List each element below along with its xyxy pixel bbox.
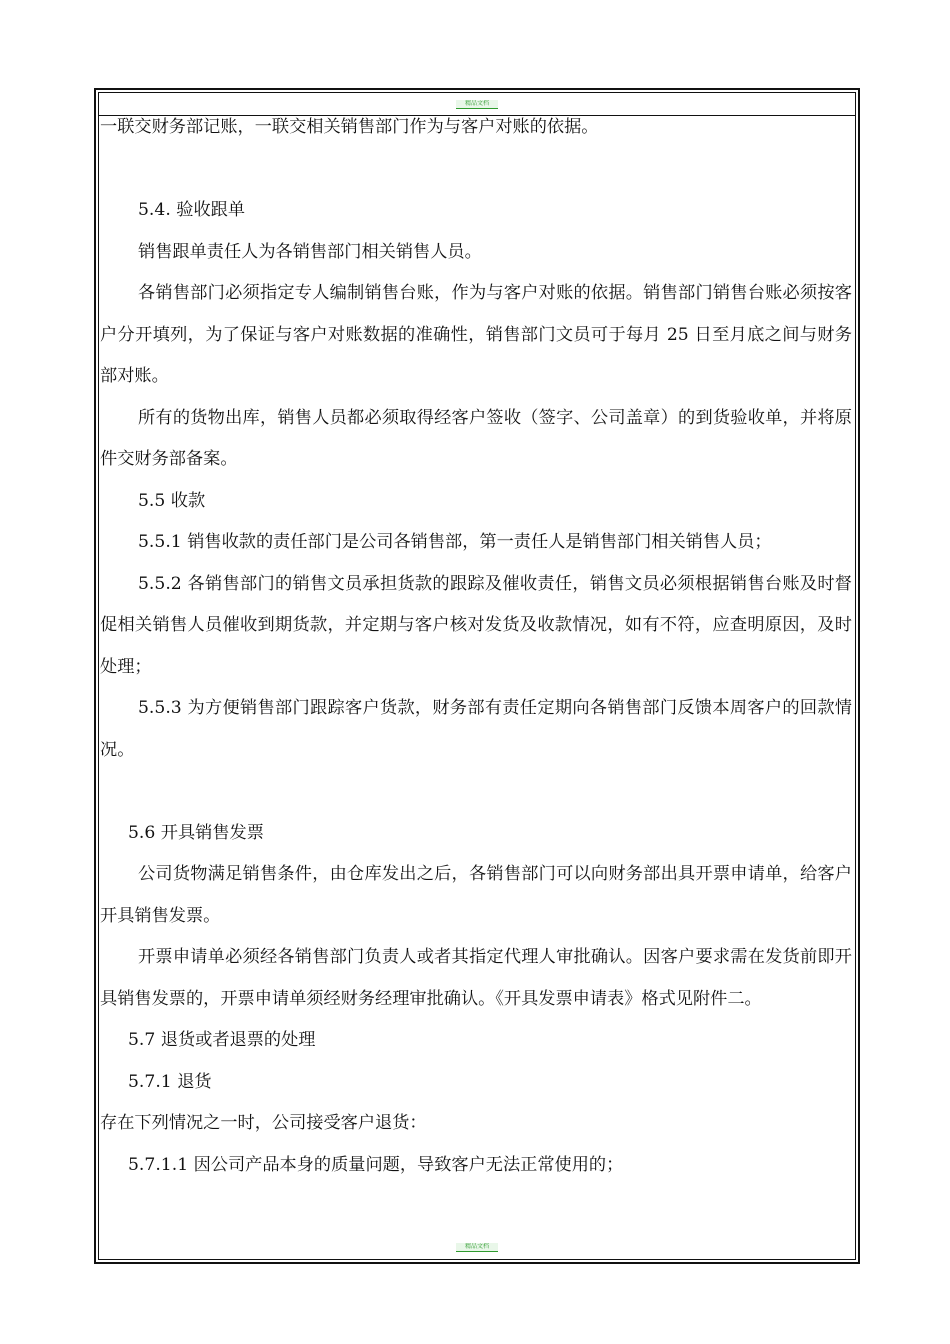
- paragraph-invoice-request: 公司货物满足销售条件，由仓库发出之后，各销售部门可以向财务部出具开票申请单，给客户开具销售发票。: [100, 864, 852, 926]
- paragraph-5-5-1: 5.5.1 销售收款的责任部门是公司各销售部，第一责任人是销售部门相关销售人员；: [138, 532, 772, 552]
- paragraph-return-conditions: 存在下列情况之一时，公司接受客户退货：: [100, 1113, 427, 1133]
- footer-watermark: 精品文档: [456, 1243, 498, 1252]
- blank-line: [100, 149, 852, 191]
- paragraph-follow-up-owner: 销售跟单责任人为各销售部门相关销售人员。: [138, 241, 482, 262]
- paragraph-5-5-3: 5.5.3 为方便销售部门跟踪客户货款，财务部有责任定期向各销售部门反馈本周客户的回款情况。: [100, 698, 852, 760]
- paragraph-5-7-1-1: 5.7.1.1 因公司产品本身的质量问题，导致客户无法正常使用的；: [128, 1154, 624, 1175]
- header-watermark: 精品文档: [456, 100, 498, 109]
- paragraph-delivery-receipt: 所有的货物出库，销售人员都必须取得经客户签收（签字、公司盖章）的到货验收单，并将原件交财务部备案。: [100, 407, 852, 469]
- heading-5-7-1: 5.7.1 退货: [128, 1071, 212, 1092]
- paragraph-invoice-approval: 开票申请单必须经各销售部门负责人或者其指定代理人审批确认。因客户要求需在发货前即开具销售发票的，开票申请单须经财务经理审批确认。《开具发票申请表》格式见附件二。: [100, 947, 852, 1009]
- heading-5-7: 5.7 退货或者退票的处理: [128, 1030, 316, 1050]
- paragraph-5-5-2: 5.5.2 各销售部门的销售文员承担货款的跟踪及催收责任，销售文员必须根据销售台账及时督促相关销售人员催收到期货款，并定期与客户核对发货及收款情况，如有不符，应查明原因，及时处理；: [100, 573, 852, 677]
- heading-5-4: 5.4. 验收跟单: [138, 200, 246, 220]
- document-body: [100, 112, 852, 1186]
- blank-line: [100, 771, 852, 813]
- heading-5-5: 5.5 收款: [138, 490, 206, 511]
- heading-5-6: 5.6 开具销售发票: [128, 822, 264, 843]
- paragraph-invoice-copies: 一联交财务部记账，一联交相关销售部门作为与客户对账的依据。: [100, 117, 599, 137]
- paragraph-sales-ledger: 各销售部门必须指定专人编制销售台账，作为与客户对账的依据。销售部门销售台账必须按客户分开填列，为了保证与客户对账数据的准确性，销售部门文员可于每月 25 日至月底之间与财务部对账。: [100, 283, 852, 386]
